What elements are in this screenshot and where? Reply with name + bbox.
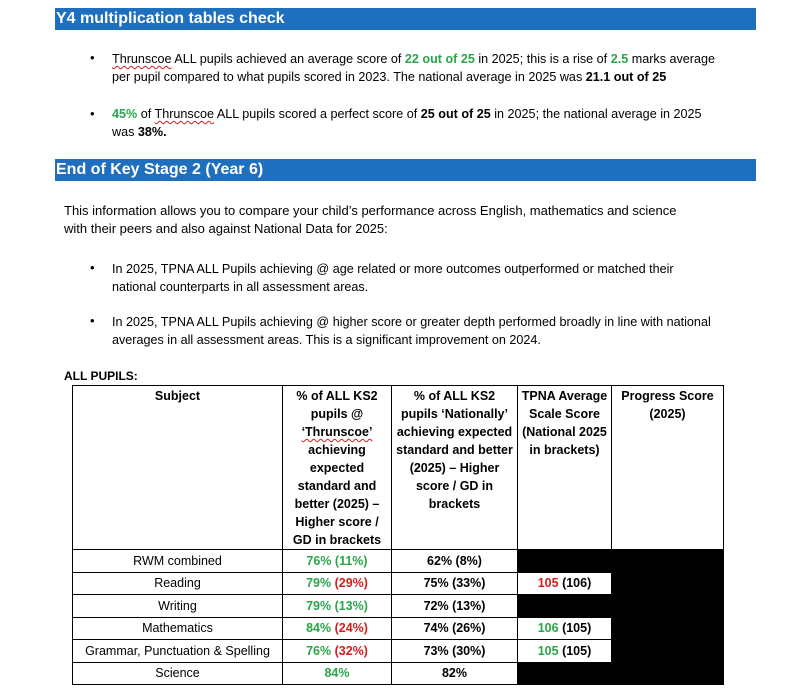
cell-national: 75% (33%) [392, 572, 518, 595]
cell-subject: Mathematics [73, 617, 283, 640]
text: per pupil compared to what pupils scored in 2023. The national average in 2025 was [112, 70, 586, 84]
bullet-ks2-higher [112, 313, 782, 349]
cell-scale [518, 617, 612, 640]
tpna-score: 106 [537, 621, 559, 636]
cell-national: 82% [392, 662, 518, 685]
table-row [73, 550, 724, 573]
text: This information allows you to compare your child’s performance across English, mathematics and science [64, 203, 677, 218]
text: averages in all assessment areas. This is a significant improvement on 2024. [112, 333, 541, 347]
bullet-ks2-expected [112, 260, 772, 296]
header-progress: Progress Score (2025) [612, 386, 724, 550]
school-name: Thrunscoe [154, 107, 215, 121]
school-name: Thrunscoe [112, 52, 172, 66]
cell-scale [518, 572, 612, 595]
text: In 2025, TPNA ALL Pupils achieving @ age related or more outcomes outperformed or matched their [112, 262, 674, 276]
national-score: (106) [558, 576, 592, 591]
text: % of ALL KS2 pupils @ [296, 389, 378, 421]
text: was [112, 125, 138, 139]
text: in 2025; the national average in 2025 [490, 107, 702, 121]
bullet-dot: • [90, 106, 95, 121]
school-higher: (29%) [334, 576, 368, 591]
rise-value: 2.5 [610, 52, 629, 66]
cell-school: 84% [283, 662, 392, 685]
bullet-dot: • [90, 313, 95, 328]
cell-progress-blank [612, 550, 724, 685]
header-national: % of ALL KS2 pupils ‘Nationally’ achieving expected standard and better (2025) – Higher score / GD in brackets [392, 386, 518, 550]
bullet-dot: • [90, 50, 95, 65]
national-score: (105) [558, 643, 592, 658]
text: with their peers and also against National Data for 2025: [64, 221, 388, 236]
cell-school: 79% (13%) [283, 595, 392, 618]
section-heading-ks2: End of Key Stage 2 (Year 6) [55, 159, 756, 181]
text: In 2025, TPNA ALL Pupils achieving @ higher score or greater depth performed broadly in line with national [112, 315, 711, 329]
perfect-score: 25 out of 25 [420, 107, 491, 121]
header-scale-score: TPNA Average Scale Score (National 2025 in brackets) [518, 386, 612, 550]
school-higher: (32%) [334, 643, 368, 658]
tpna-score: 105 [537, 643, 559, 658]
text: of [137, 107, 155, 121]
bullet-mtc-score [112, 50, 762, 86]
cell-subject: Science [73, 662, 283, 685]
cell-national: 74% (26%) [392, 617, 518, 640]
cell-national: 72% (13%) [392, 595, 518, 618]
cell-school [283, 617, 392, 640]
average-score: 22 out of 25 [404, 52, 475, 66]
header-subject: Subject [73, 386, 283, 550]
cell-subject: Writing [73, 595, 283, 618]
school-expected: 79% [306, 576, 335, 591]
text: ALL pupils achieved an average score of [171, 52, 405, 66]
cell-national: 62% (8%) [392, 550, 518, 573]
intro-paragraph [64, 202, 764, 238]
text: in 2025; this is a rise of [474, 52, 611, 66]
perfect-percent: 45% [112, 107, 138, 121]
bullet-dot: • [90, 260, 95, 275]
cell-scale-blank [518, 550, 612, 573]
text: marks average [628, 52, 715, 66]
cell-school [283, 572, 392, 595]
national-score: (105) [558, 621, 592, 636]
school-name: ‘Thrunscoe’ [301, 425, 373, 439]
school-expected: 84% [306, 621, 335, 636]
text: ALL pupils scored a perfect score of [214, 107, 421, 121]
bullet-mtc-perfect [112, 105, 762, 141]
school-expected: 76% [306, 643, 335, 658]
national-average: 21.1 out of 25 [585, 70, 667, 84]
cell-subject: RWM combined [73, 550, 283, 573]
cell-subject: Reading [73, 572, 283, 595]
cell-national: 73% (30%) [392, 640, 518, 663]
table-label: ALL PUPILS: [64, 369, 138, 383]
text: national counterparts in all assessment areas. [112, 280, 369, 294]
cell-school [283, 640, 392, 663]
text: achieving expected standard and better (2025) – Higher score / GD in brackets [292, 443, 382, 547]
results-table [72, 385, 724, 685]
tpna-score: 105 [537, 576, 559, 591]
section-heading-multiplication: Y4 multiplication tables check [55, 8, 756, 30]
cell-subject: Grammar, Punctuation & Spelling [73, 640, 283, 663]
national-perfect: 38%. [137, 125, 167, 139]
table-header-row [73, 386, 724, 550]
school-higher: (24%) [334, 621, 368, 636]
cell-school: 76% (11%) [283, 550, 392, 573]
cell-scale-blank [518, 662, 612, 685]
header-school [283, 386, 392, 550]
cell-scale-blank [518, 595, 612, 618]
cell-scale [518, 640, 612, 663]
